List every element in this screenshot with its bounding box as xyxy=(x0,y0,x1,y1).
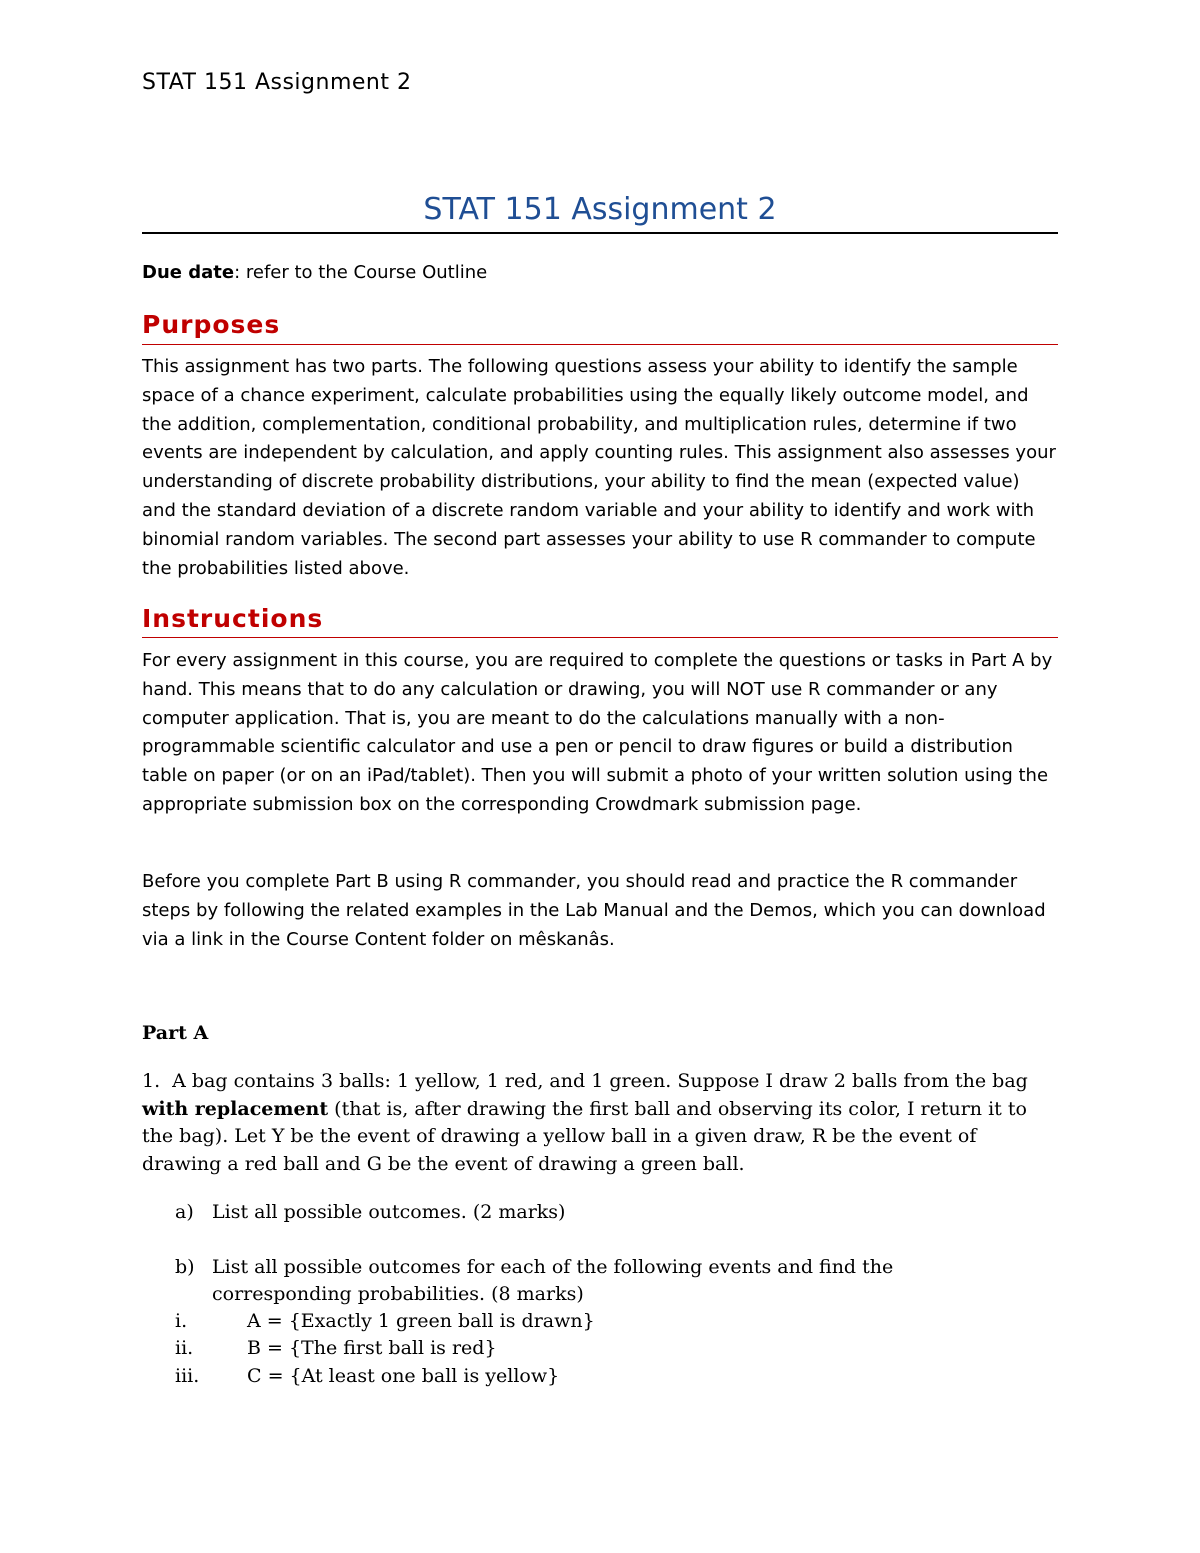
question-1 xyxy=(142,1068,1058,1178)
question-1b-item-text: B = {The first ball is red} xyxy=(247,1337,497,1359)
document-title: STAT 151 Assignment 2 xyxy=(423,192,777,227)
question-1b-item-text: A = {Exactly 1 green ball is drawn} xyxy=(247,1310,595,1332)
question-1b-item xyxy=(175,1310,875,1338)
question-1-number: 1. xyxy=(142,1070,161,1092)
question-1b-item xyxy=(175,1337,875,1365)
question-1b-item xyxy=(175,1365,875,1393)
question-1b-label: b) xyxy=(175,1256,195,1278)
due-date-line xyxy=(142,262,487,283)
question-1a xyxy=(175,1199,975,1229)
part-a-heading: Part A xyxy=(142,1022,209,1044)
instructions-heading: Instructions xyxy=(142,604,324,633)
instructions-rule xyxy=(142,637,1058,638)
question-1a-text: List all possible outcomes. (2 marks) xyxy=(212,1201,566,1223)
question-1b-item-num: iii. xyxy=(175,1365,200,1387)
instructions-paragraph-1: For every assignment in this course, you are required to complete the questions or tasks in Part A by hand. This means that to do any calculation or drawing, you will NOT use R commander or any computer application. That is, you are meant to do the calculations manually with a non-programmable scientific calculator and use a pen or pencil to draw figures or build a distribution table on paper (or on an iPad/tablet). Then you will submit a photo of your written solution using the appropriate submission box on the corresponding Crowdmark submission page. xyxy=(142,650,1053,815)
running-header: STAT 151 Assignment 2 xyxy=(142,70,412,95)
question-1b-text: List all possible outcomes for each of the following events and find the corresponding probabilities. (8 marks) xyxy=(212,1256,894,1305)
question-1b-item-num: i. xyxy=(175,1310,188,1332)
instructions-paragraph-2: Before you complete Part B using R commander, you should read and practice the R commander steps by following the related examples in the Lab Manual and the Demos, which you can download via a link in the Course Content folder on mêskanâs. xyxy=(142,871,1046,950)
title-rule xyxy=(142,232,1058,234)
purposes-rule xyxy=(142,344,1058,345)
question-1b-item-text: C = {At least one ball is yellow} xyxy=(247,1365,560,1387)
question-1b xyxy=(175,1254,975,1310)
due-date-text: : refer to the Course Outline xyxy=(234,262,488,283)
due-date-label: Due date xyxy=(142,262,235,283)
purposes-paragraph: This assignment has two parts. The following questions assess your ability to identify the sample space of a chance experiment, calculate probabilities using the equally likely outcome model, and the addition, complementation, conditional probability, and multiplication rules, determine if two events are independent by calculation, and apply counting rules. This assignment also assesses your understanding of discrete probability distributions, your ability to find the mean (expected value) and the standard deviation of a discrete random variable and your ability to identify and work with binomial random variables. The second part assesses your ability to use R commander to compute the probabilities listed above. xyxy=(142,356,1056,579)
question-1-text-after: (that is, after drawing the first ball and observing its color, I return it to the bag). Let Y be the event of drawing a yellow ball in a given draw, R be the event of drawing a red ball and G be the event of drawing a green ball. xyxy=(142,1097,1027,1175)
question-1b-item-num: ii. xyxy=(175,1337,194,1359)
question-1-bold: with replacement xyxy=(142,1097,329,1120)
purposes-heading: Purposes xyxy=(142,310,281,339)
question-1a-label: a) xyxy=(175,1201,194,1223)
question-1-text-before: A bag contains 3 balls: 1 yellow, 1 red, and 1 green. Suppose I draw 2 balls from the bag xyxy=(172,1070,1028,1092)
